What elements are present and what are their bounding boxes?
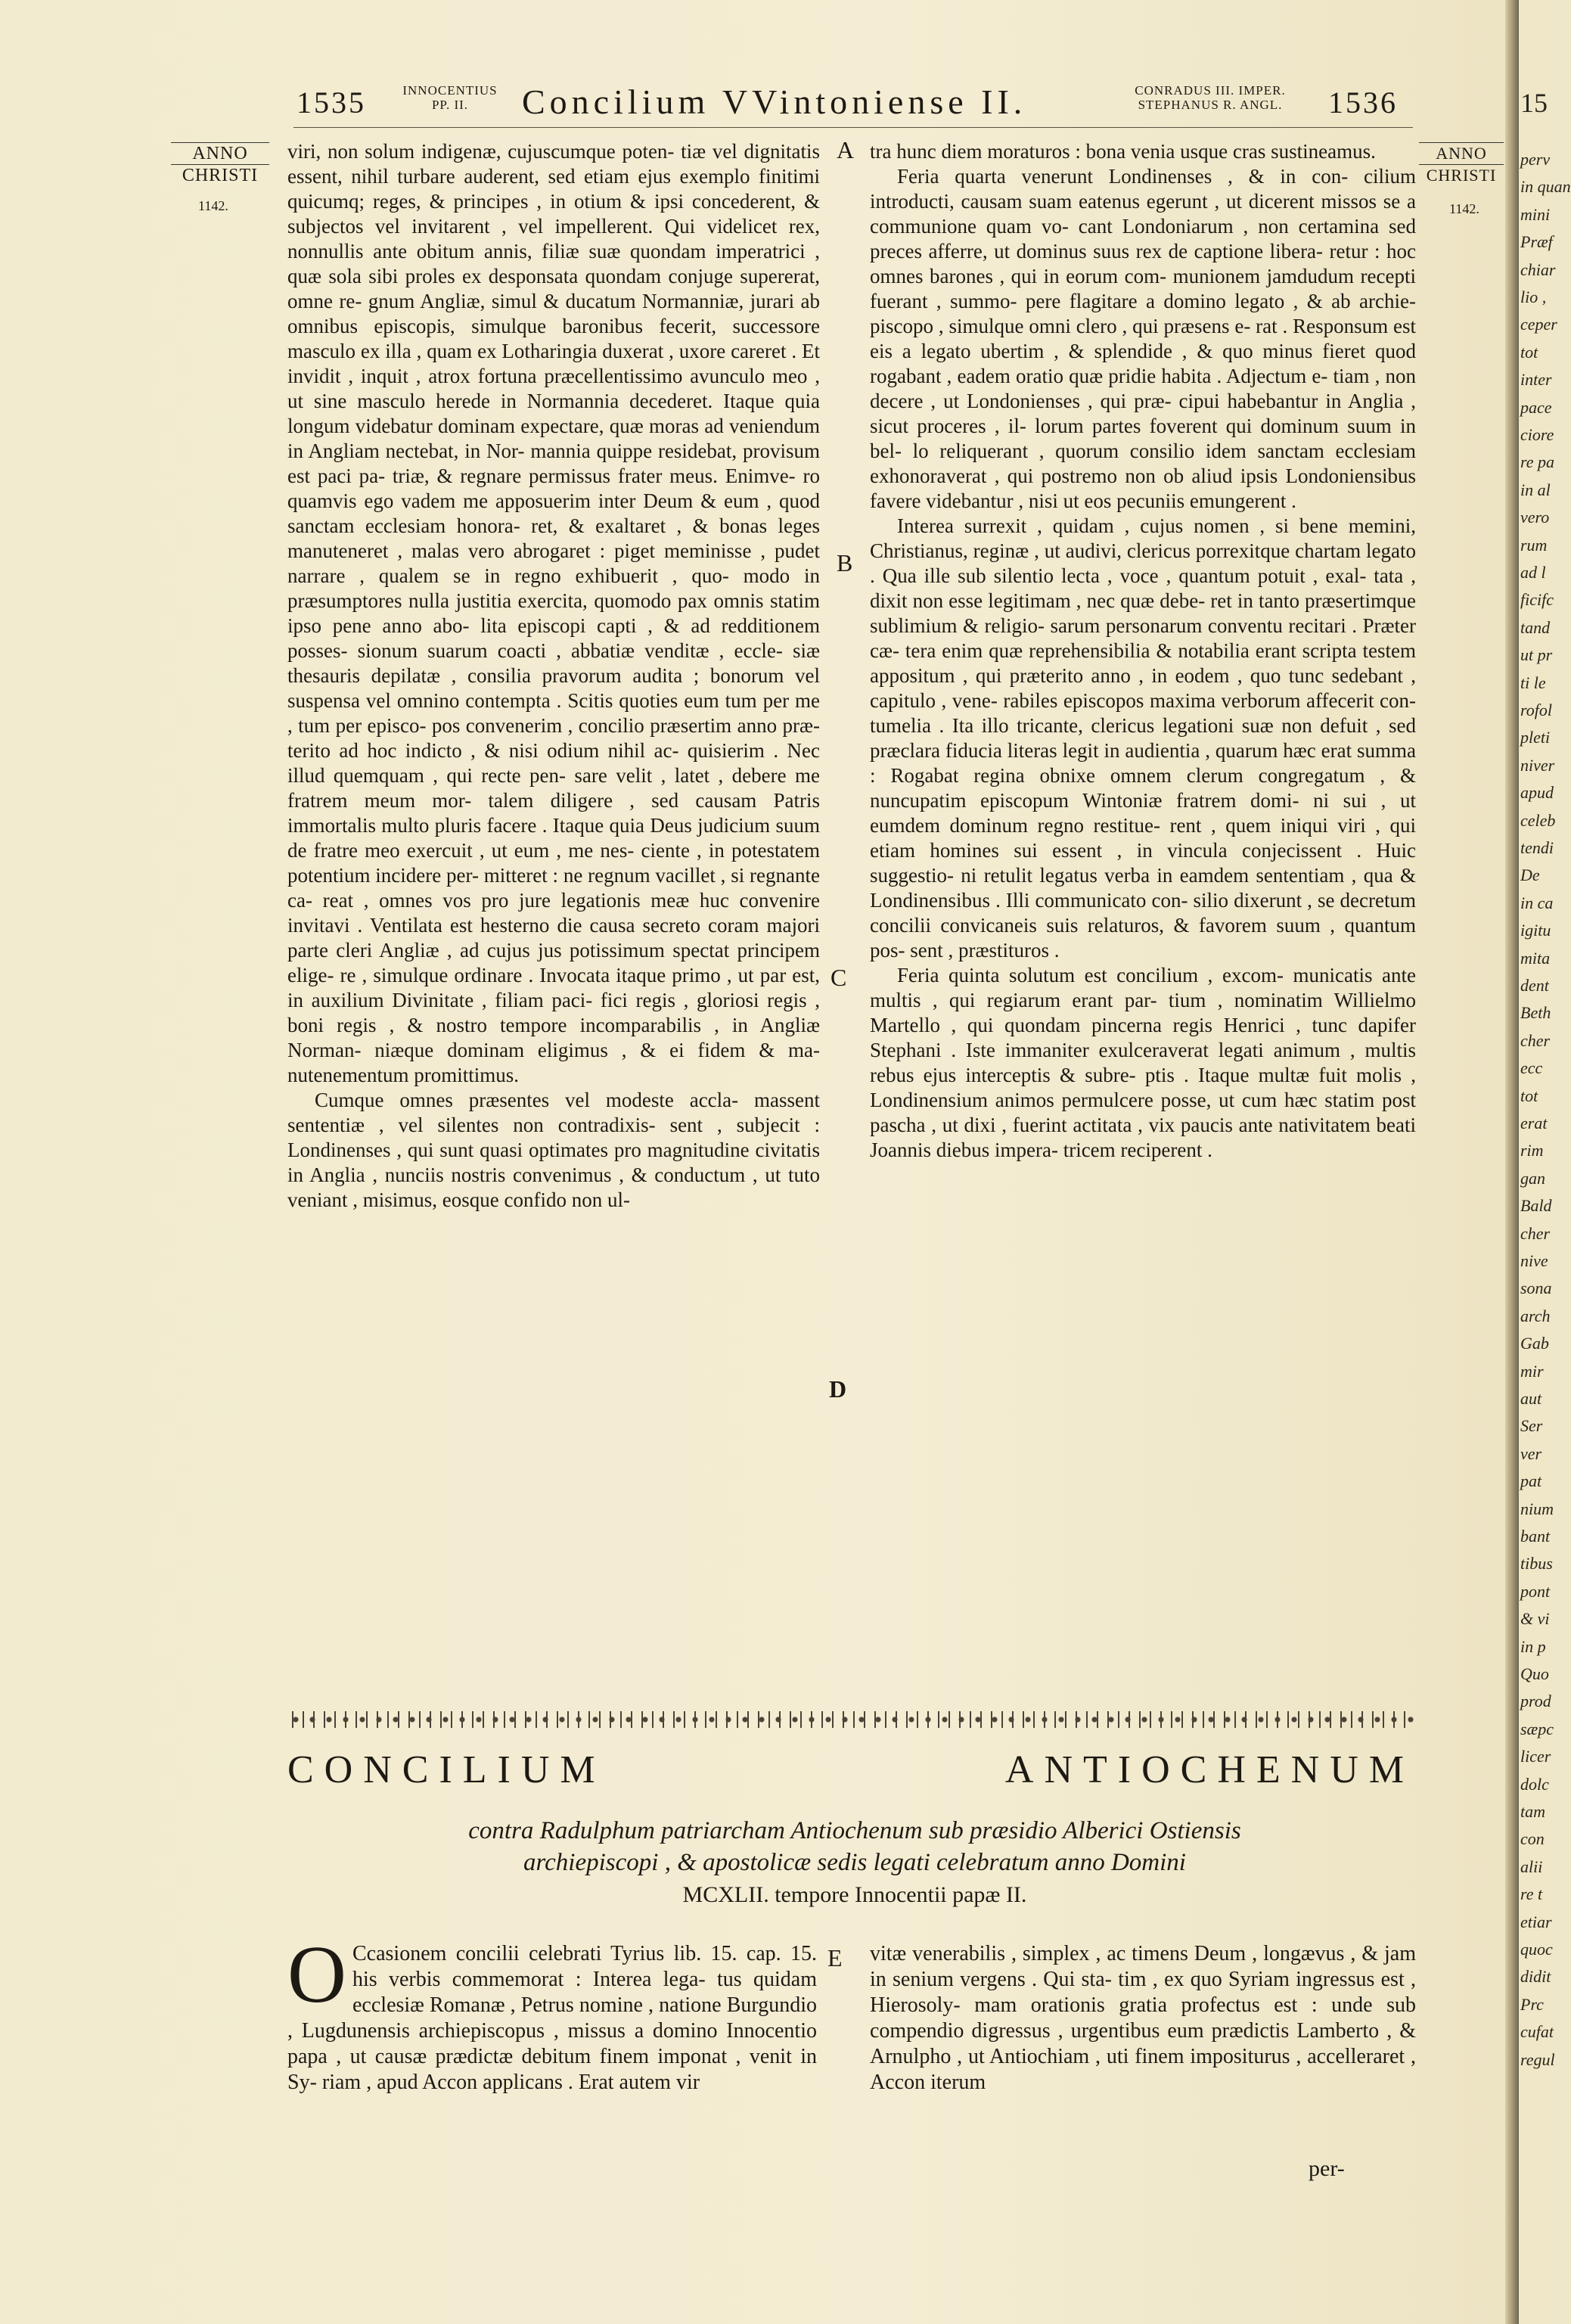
adjacent-page-line: lio ,	[1520, 287, 1547, 306]
adjacent-page-line: con	[1520, 1829, 1545, 1849]
paragraph: viri, non solum indigenæ, cujuscumque poten- tiæ vel dignitatis essent, nihil turbare auderent, sed etiam ejus exemplo finitimi quicumq; reges, & principes , in otium & ipsi concederent, & subjectos vel invitarent , vel impellerent. Qui videlicet rex, nonnullis ante obitum annis, filiæ suæ quondam imperatrici , quæ sola sibi proles ex desponsata quondam conjuge supererat, omne re- gnum Angliæ, simul & ducatum Normanniæ, jurari ab omnibus episcopis, simulque baronibus fecerit, successore masculo ex illa , quam ex Lotharingia duxerat , uxore careret . Et invidit , inquit , atrox fortuna præcellentissimo avunculo meo , ut sine masculo herede in Normannia decederet. Itaque quia longum videbatur dominam expectare, quæ moras ad veniendum in Angliam nectebat, in Nor- mannia quippe residebat, provisum est paci pa- triæ, & regnare permissus frater meus. Enimve- ro quamvis ego vadem me apposuerim inter Deum & eum , quod sanctam ecclesiam honora- ret, & exaltaret , & bonas leges manuteneret , malas vero abrogaret : piget meminisse , pudet narrare , qualem se in regno exhibuerit , quo- modo in præsumptores nulla justitia exercita, quomodo pax omnis statim ipso pene anno abo- lita episcopi capti , & ad redditionem posses- sionum suarum coacti , abbatiæ venditæ , eccle- siæ thesauris depilatæ , consilia pravorum audita ; bonorum vel suspensa vel omnino contempta . Scitis quoties eum tum per me , tum per episco- pos convenerim , concilio præsertim anno præ- terito ad hoc indicto , & nisi odium nihil ac- quisierim . Nec illud quemquam , qui recte pen- sare velit , latet , debere me fratrem meum mor- talem diligere , sed causam Patris immortalis multo pluris facere . Itaque quia Deus judicium suum de fratre meo exercuit , ut eum , me nes- ciente , in potestatem potentium incidere per- mitteret : ne regnum vacillet , si regnante ca- reat , omnes vos pro jure legationis meæ huc convenire invitavi . Ventilata est hesterno die causa secreto coram majori parte cleri Angliæ , ad cujus jus potissimum spectat principem elige- re , simulque ordinare . Invocata itaque primo , ut par est, in auxilium Divinitate , filiam paci- fici regis , gloriosi regis , boni regis , & nostro tempore incomparabilis , in Angliæ Norman- niæque dominam eligimus , & ei fidem & ma- nutenementum promittimus.	[287, 140, 820, 1086]
section-marker-d: D	[829, 1375, 847, 1403]
book-spine	[1505, 0, 1519, 2324]
adjacent-page-line: inter	[1520, 370, 1552, 390]
margin-anno-christi-right	[1419, 142, 1504, 186]
adjacent-page-line: arch	[1520, 1306, 1551, 1325]
paragraph: vitæ venerabilis , simplex , ac timens Deum , longævus , & jam in senium vergens . Qui sta- tim , ex quo Syriam ingressus est , Hierosoly- mam orationis gratia profectus est : unde sub compendio digressus , urgentibus eum prædictis Lamberto , & Arnulpho , ut Antiochiam , uti finem impositurus , accelleraret , Accon iterum	[870, 1942, 1416, 2094]
margin-label-line: CHRISTI	[182, 166, 259, 185]
adjacent-page-line: in quan	[1520, 177, 1571, 197]
adjacent-page-line: Ser	[1520, 1416, 1543, 1436]
adjacent-page-line: Prc	[1520, 1994, 1544, 2014]
header-note-right	[1089, 83, 1331, 112]
adjacent-page-line: re pa	[1520, 452, 1555, 472]
paragraph: Ccasionem concilii celebrati Tyrius lib. 15. cap. 15. his verbis commemorat : Interea lega- tus quidam ecclesiæ Romanæ , Petrus nomine , natione Burgundio , Lugdunensis archiepiscopus , missus a domino Innocentio papa , ut causæ prædictæ debitum finem imponat , venit in Sy- riam , apud Accon applicans . Erat autem vir	[287, 1942, 817, 2094]
adjacent-page-line: alii	[1520, 1856, 1543, 1876]
adjacent-page-line: ceper	[1520, 315, 1557, 334]
adjacent-page-line: mir	[1520, 1361, 1544, 1381]
page-number-left: 1535	[297, 85, 366, 120]
adjacent-page-line: cher	[1520, 1030, 1551, 1050]
adjacent-page-line: chiar	[1520, 259, 1556, 279]
lower-right-column	[870, 1941, 1416, 2096]
adjacent-page-edge	[1519, 0, 1571, 2324]
adjacent-page-line: ti le	[1520, 673, 1546, 692]
paragraph: Cumque omnes præsentes vel modeste accla- massent sententiæ , vel silentes non contradixis- sent , subjecit : Londinenses , qui sunt quasi optimates pro magnitudine civitatis in Anglia , nunciis nostris convenimus , & conductum , ut tuto veniant , misimus, eosque confido non ul-	[287, 1089, 820, 1211]
adjacent-page-line: in al	[1520, 480, 1551, 499]
adjacent-page-line: Præf	[1520, 232, 1553, 252]
adjacent-page-line: ciore	[1520, 425, 1554, 444]
section-marker-c: C	[831, 964, 847, 991]
adjacent-page-line: re t	[1520, 1884, 1543, 1904]
adjacent-page-line: pat	[1520, 1471, 1542, 1491]
adjacent-page-line: gan	[1520, 1168, 1545, 1188]
margin-label-line: CHRISTI	[1426, 166, 1497, 185]
adjacent-page-line: celeb	[1520, 810, 1556, 830]
section-marker-e: E	[827, 1944, 843, 1971]
adjacent-page-line: mini	[1520, 204, 1551, 224]
adjacent-page-line: perv	[1520, 150, 1551, 169]
adjacent-page-line: rofol	[1520, 701, 1552, 719]
header-note-left	[386, 83, 514, 112]
margin-anno-christi-left	[171, 142, 269, 186]
adjacent-page-line: tendi	[1520, 838, 1554, 857]
paragraph: tra hunc diem moraturos : bona venia usque cras sustineamus.	[870, 140, 1376, 163]
adjacent-page-line: pace	[1520, 397, 1552, 417]
adjacent-page-line: ficifc	[1520, 590, 1554, 610]
adjacent-page-line: in ca	[1520, 893, 1554, 912]
drop-capital: O	[287, 1930, 346, 2020]
adjacent-page-line: vero	[1520, 508, 1550, 527]
left-text-column	[287, 139, 820, 1213]
section-marker-b: B	[837, 549, 853, 576]
adjacent-page-line: cufat	[1520, 2022, 1554, 2042]
adjacent-page-line: sona	[1520, 1279, 1552, 1298]
adjacent-page-line: dolc	[1520, 1774, 1549, 1794]
adjacent-page-line: regul	[1520, 2049, 1555, 2069]
paragraph: Feria quarta venerunt Londinenses , & in con- cilium introducti, causam suam eatenus egerunt , ut dicerent missos se a communione quam vo- cant Londoniarum , non certamina sed preces afferre, ut dominus suus rex de captione libera- retur : hoc omnes barones , qui in eorum com- munionem jamdudum recepti fuerant , summo- pere flagitare a domino legato , & ab archie- piscopo , simulque omni clero , qui præsens e- rat . Responsum est eis a legato ubertim , & splendide , & quo minus fieret quod rogabant , eadem oratio quæ pridie habita . Adjectum e- tiam , non decere , ut Londonienses , qui præ- cipui habebantur in Anglia , sicut proceres , il- lorum partes foverent qui dominum suum in bel- lo reliquerant , quorum consilio idem sanctam ecclesiam exhonoraverat , qui postremo non ob aliud ipsis Londoniensibus favere videbantur , nisi ut eos pecuniis emungerent .	[870, 165, 1416, 512]
adjacent-page-line: bant	[1520, 1527, 1551, 1546]
page-number-right: 1536	[1328, 85, 1398, 120]
adjacent-page-line: prod	[1520, 1692, 1551, 1711]
header-note-left-line: INNOCENTIUS	[402, 83, 498, 98]
section-date-line: MCXLII. tempore Innocentii papæ II.	[682, 1882, 1027, 1907]
section-subtitle-line: archiepiscopi , & apostolicæ sedis legati celebratum anno Domini	[523, 1849, 1186, 1876]
margin-year-left: 1142.	[198, 198, 228, 213]
header-rule	[293, 127, 1413, 128]
adjacent-page-line: nium	[1520, 1499, 1554, 1518]
adjacent-page-line: Gab	[1520, 1334, 1549, 1353]
adjacent-page-line: quoc	[1520, 1940, 1553, 1959]
adjacent-page-line: ad l	[1520, 563, 1546, 582]
adjacent-page-line: pleti	[1520, 728, 1551, 747]
adjacent-page-line: tibus	[1520, 1554, 1553, 1574]
adjacent-page-line: nive	[1520, 1251, 1548, 1270]
adjacent-page-line: De	[1520, 865, 1540, 885]
adjacent-page-line: cher	[1520, 1223, 1551, 1243]
adjacent-page-line: tam	[1520, 1802, 1545, 1821]
section-marker-a: A	[837, 136, 855, 163]
adjacent-page-line: apud	[1520, 783, 1554, 803]
running-title: Concilium VVintoniense II.	[522, 82, 1027, 121]
adjacent-page-line: ut pr	[1520, 645, 1553, 665]
header-note-left-line: PP. II.	[431, 98, 469, 112]
adjacent-page-line: ver	[1520, 1443, 1542, 1463]
adjacent-page-line: pont	[1520, 1581, 1551, 1601]
adjacent-page-line: tot	[1520, 342, 1538, 362]
catchword: per-	[1309, 2156, 1345, 2181]
section-subtitle-line: contra Radulphum patriarcham Antiochenum sub præsidio Alberici Ostiensis	[468, 1817, 1241, 1844]
adjacent-page-line: igitu	[1520, 921, 1551, 940]
paragraph: Interea surrexit , quidam , cujus nomen , si bene memini, Christianus, reginæ , ut audivi, clericus porrexitque chartam legato . Qua ille sub silentio lecta , voce , quantum potuit , exal- tata , dixit non esse legitimam , nec quæ debe- ret in tanto præsertimque sublimium & religio- sarum personarum conventu recitari . Præter cæ- tera enim quæ reprehensibilia & notabilia erant scripta testem appositum , qui præterito anno , in eodem , quo tunc sedebant , capitulo , vene- rabiles episcopos maxima verborum affecerit con- tumelia . Ita illo tricante, clericus legationi suæ non defuit , sed præclara fiducia literas legit in audientia , quarum hæc erat summa : Rogabat regina obnixe omnem clerum congregatum , & nuncupatim episcopum Wintoniæ fratrem domi- ni sui , ut eumdem dominum regno restitue- rent , quem iniqui viri , qui etiam homines sui essent , in vincula conjecissent . Huic suggestio- ni retulit legatus verba in eamdem sententiam , qua & Londinensibus . Illi communicato con- silio dixerunt , se decretum concilii convicaneis suis relaturos, & favorem suum , quantum pos- sent , præstituros .	[870, 514, 1416, 962]
adjacent-page-line: ecc	[1520, 1058, 1543, 1078]
ornamental-divider	[287, 1711, 1414, 1728]
adjacent-page-line: licer	[1520, 1747, 1551, 1766]
adjacent-page-line: didit	[1520, 1967, 1551, 1987]
adjacent-page-line: aut	[1520, 1389, 1542, 1408]
adjacent-page-line: sæpc	[1520, 1719, 1554, 1738]
adjacent-page-line: Bald	[1520, 1196, 1552, 1216]
adjacent-page-line: mita	[1520, 948, 1551, 968]
adjacent-page-line: Quo	[1520, 1664, 1549, 1683]
adjacent-page-line: etiar	[1520, 1912, 1552, 1931]
adjacent-page-line: tot	[1520, 1086, 1538, 1105]
adjacent-page-line: rum	[1520, 535, 1548, 555]
adjacent-page-number: 15	[1520, 88, 1548, 118]
adjacent-page-line: rim	[1520, 1141, 1544, 1160]
adjacent-page-line: in p	[1520, 1636, 1546, 1656]
margin-year-right: 1142.	[1449, 201, 1479, 216]
right-text-column	[870, 139, 1416, 1163]
margin-label-line: ANNO	[171, 142, 269, 165]
paragraph: Feria quinta solutum est concilium , excom- municatis ante multis , qui regiarum erant par- tium , nominatim Willielmo Martello , qui quondam pincerna regis Henrici , tunc dapifer Stephani . Iste immaniter exulceraverat legati animum , multis rebus ejus interceptis & subre- ptis . Itaque multæ fuit molis , Londinensium animos permulcere posse, ut cum hæc statim post pascha , ut dixi , fuerint actitata , vix paucis ante nativitatem beati Joannis diebus impera- tricem reciperent .	[870, 964, 1416, 1161]
adjacent-page-line: dent	[1520, 976, 1549, 995]
adjacent-page-line: & vi	[1520, 1609, 1550, 1629]
lower-left-column	[287, 1930, 817, 2096]
margin-label-line: ANNO	[1419, 142, 1504, 165]
adjacent-page-line: niver	[1520, 755, 1555, 775]
adjacent-page-line: Beth	[1520, 1003, 1551, 1023]
section-title: CONCILIUM ANTIOCHENUM	[287, 1748, 1414, 1791]
header-note-right-line: STEPHANUS R. ANGL.	[1138, 98, 1283, 112]
header-note-right-line: CONRADUS III. IMPER.	[1135, 83, 1286, 98]
adjacent-page-line: erat	[1520, 1114, 1548, 1132]
adjacent-page-line: tand	[1520, 617, 1551, 637]
